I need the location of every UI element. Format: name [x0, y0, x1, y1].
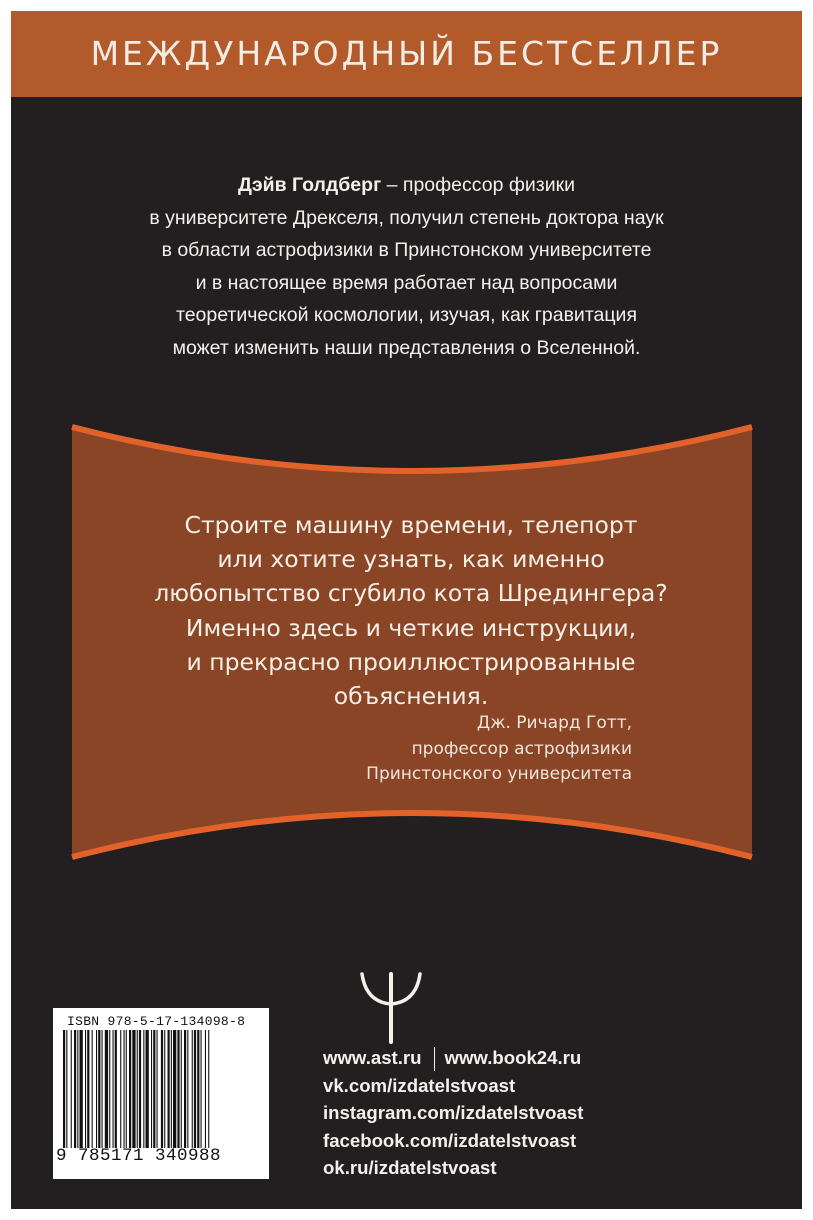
barcode-bar — [192, 1030, 193, 1148]
links-row-sites — [323, 1044, 583, 1072]
link-facebook[interactable]: facebook.com/izdatelstvoast — [323, 1129, 577, 1151]
links-divider — [434, 1047, 435, 1071]
barcode-bar — [194, 1030, 196, 1148]
bio-line: в области астрофизики в Принстонском университете — [161, 239, 652, 261]
barcode-bar — [205, 1030, 206, 1148]
barcode-bar — [177, 1030, 179, 1148]
quote-line: Строите машину времени, телепорт — [184, 511, 638, 539]
bio-line: может изменить наши представления о Вселенной. — [172, 336, 641, 359]
barcode-bar — [71, 1030, 72, 1148]
barcode-bar — [197, 1030, 199, 1148]
barcode-bar — [201, 1030, 202, 1148]
attribution-line: Принстонского университета — [366, 764, 632, 784]
author-bio — [51, 169, 762, 364]
barcode-bar — [161, 1030, 163, 1148]
barcode-bar — [87, 1030, 89, 1148]
barcode-bar — [151, 1030, 152, 1148]
barcode-bar — [96, 1030, 97, 1148]
barcode-bar — [77, 1030, 78, 1148]
barcode-bar — [187, 1030, 188, 1148]
barcode-bar — [80, 1030, 83, 1148]
barcode-bar — [115, 1030, 117, 1148]
barcode-bar — [129, 1030, 131, 1148]
quote-line: любопытство сгубило кота Шредингера? — [154, 579, 668, 608]
barcode-bar — [92, 1030, 93, 1148]
bio-first-line-rest: – профессор физики — [381, 174, 576, 196]
attribution-line: Дж. Ричард Готт, — [476, 713, 632, 733]
attribution-line: профессор астрофизики — [411, 738, 632, 759]
isbn-label: ISBN 978-5-17-134098-8 — [67, 1014, 246, 1029]
barcode-bar — [98, 1030, 100, 1148]
barcode-bar — [63, 1030, 65, 1148]
barcode-bar — [157, 1030, 158, 1148]
link-book24[interactable]: www.book24.ru — [444, 1047, 582, 1068]
barcode-bar — [146, 1030, 149, 1148]
author-name: Дэйв Голдберг — [237, 174, 382, 196]
bio-line: в университете Дрекселя, получил степень доктора наук — [149, 206, 664, 229]
barcode-bar — [120, 1030, 121, 1148]
quote-text — [91, 508, 731, 713]
bestseller-banner — [11, 11, 802, 97]
quote-line: или хотите узнать, как именно — [217, 545, 605, 574]
quote-attribution — [366, 711, 632, 788]
barcode-bar — [102, 1030, 103, 1148]
barcode-bar — [85, 1030, 86, 1148]
publisher-links — [323, 1044, 583, 1182]
barcode-bar — [66, 1030, 67, 1148]
book-back-cover — [11, 11, 802, 1209]
quote-line: объяснения. — [333, 682, 489, 711]
barcode-bar — [137, 1030, 138, 1148]
link-ast[interactable]: www.ast.ru — [323, 1047, 422, 1068]
barcode-digits: 9 785171 340988 — [56, 1146, 222, 1166]
barcode-bar — [139, 1030, 141, 1148]
link-ok[interactable]: ok.ru/izdatelstvoast — [323, 1157, 497, 1178]
barcode-bars — [59, 1030, 263, 1148]
barcode-bar — [132, 1030, 135, 1148]
barcode — [53, 1008, 269, 1179]
barcode-bar — [124, 1030, 125, 1148]
barcode-bar — [74, 1030, 76, 1148]
barcode-bar — [105, 1030, 108, 1148]
barcode-bar — [168, 1030, 170, 1148]
barcode-bar — [181, 1030, 182, 1148]
barcode-bar — [184, 1030, 186, 1148]
banner-text: МЕЖДУНАРОДНЫЙ БЕСТСЕЛЛЕР — [90, 34, 723, 73]
barcode-bar — [208, 1030, 209, 1148]
bio-line: и в настоящее время работает над вопросами — [195, 271, 618, 294]
barcode-bar — [143, 1030, 144, 1148]
barcode-bar — [171, 1030, 172, 1148]
psi-icon — [356, 966, 426, 1046]
barcode-bar — [173, 1030, 176, 1148]
barcode-bar — [153, 1030, 155, 1148]
quote-line: и прекрасно проиллюстрированные — [186, 647, 636, 676]
quote-line: Именно здесь и четкие инструкции, — [185, 613, 637, 642]
barcode-bar — [164, 1030, 165, 1148]
link-instagram[interactable]: instagram.com/izdatelstvoast — [323, 1102, 584, 1123]
barcode-bar — [109, 1030, 110, 1148]
barcode-bar — [113, 1030, 114, 1148]
barcode-bar — [126, 1030, 127, 1148]
link-vk[interactable]: vk.com/izdatelstvoast — [323, 1074, 516, 1096]
bio-first-line — [51, 169, 762, 202]
bio-line: теоретической космологии, изучая, как гравитация — [175, 304, 638, 326]
